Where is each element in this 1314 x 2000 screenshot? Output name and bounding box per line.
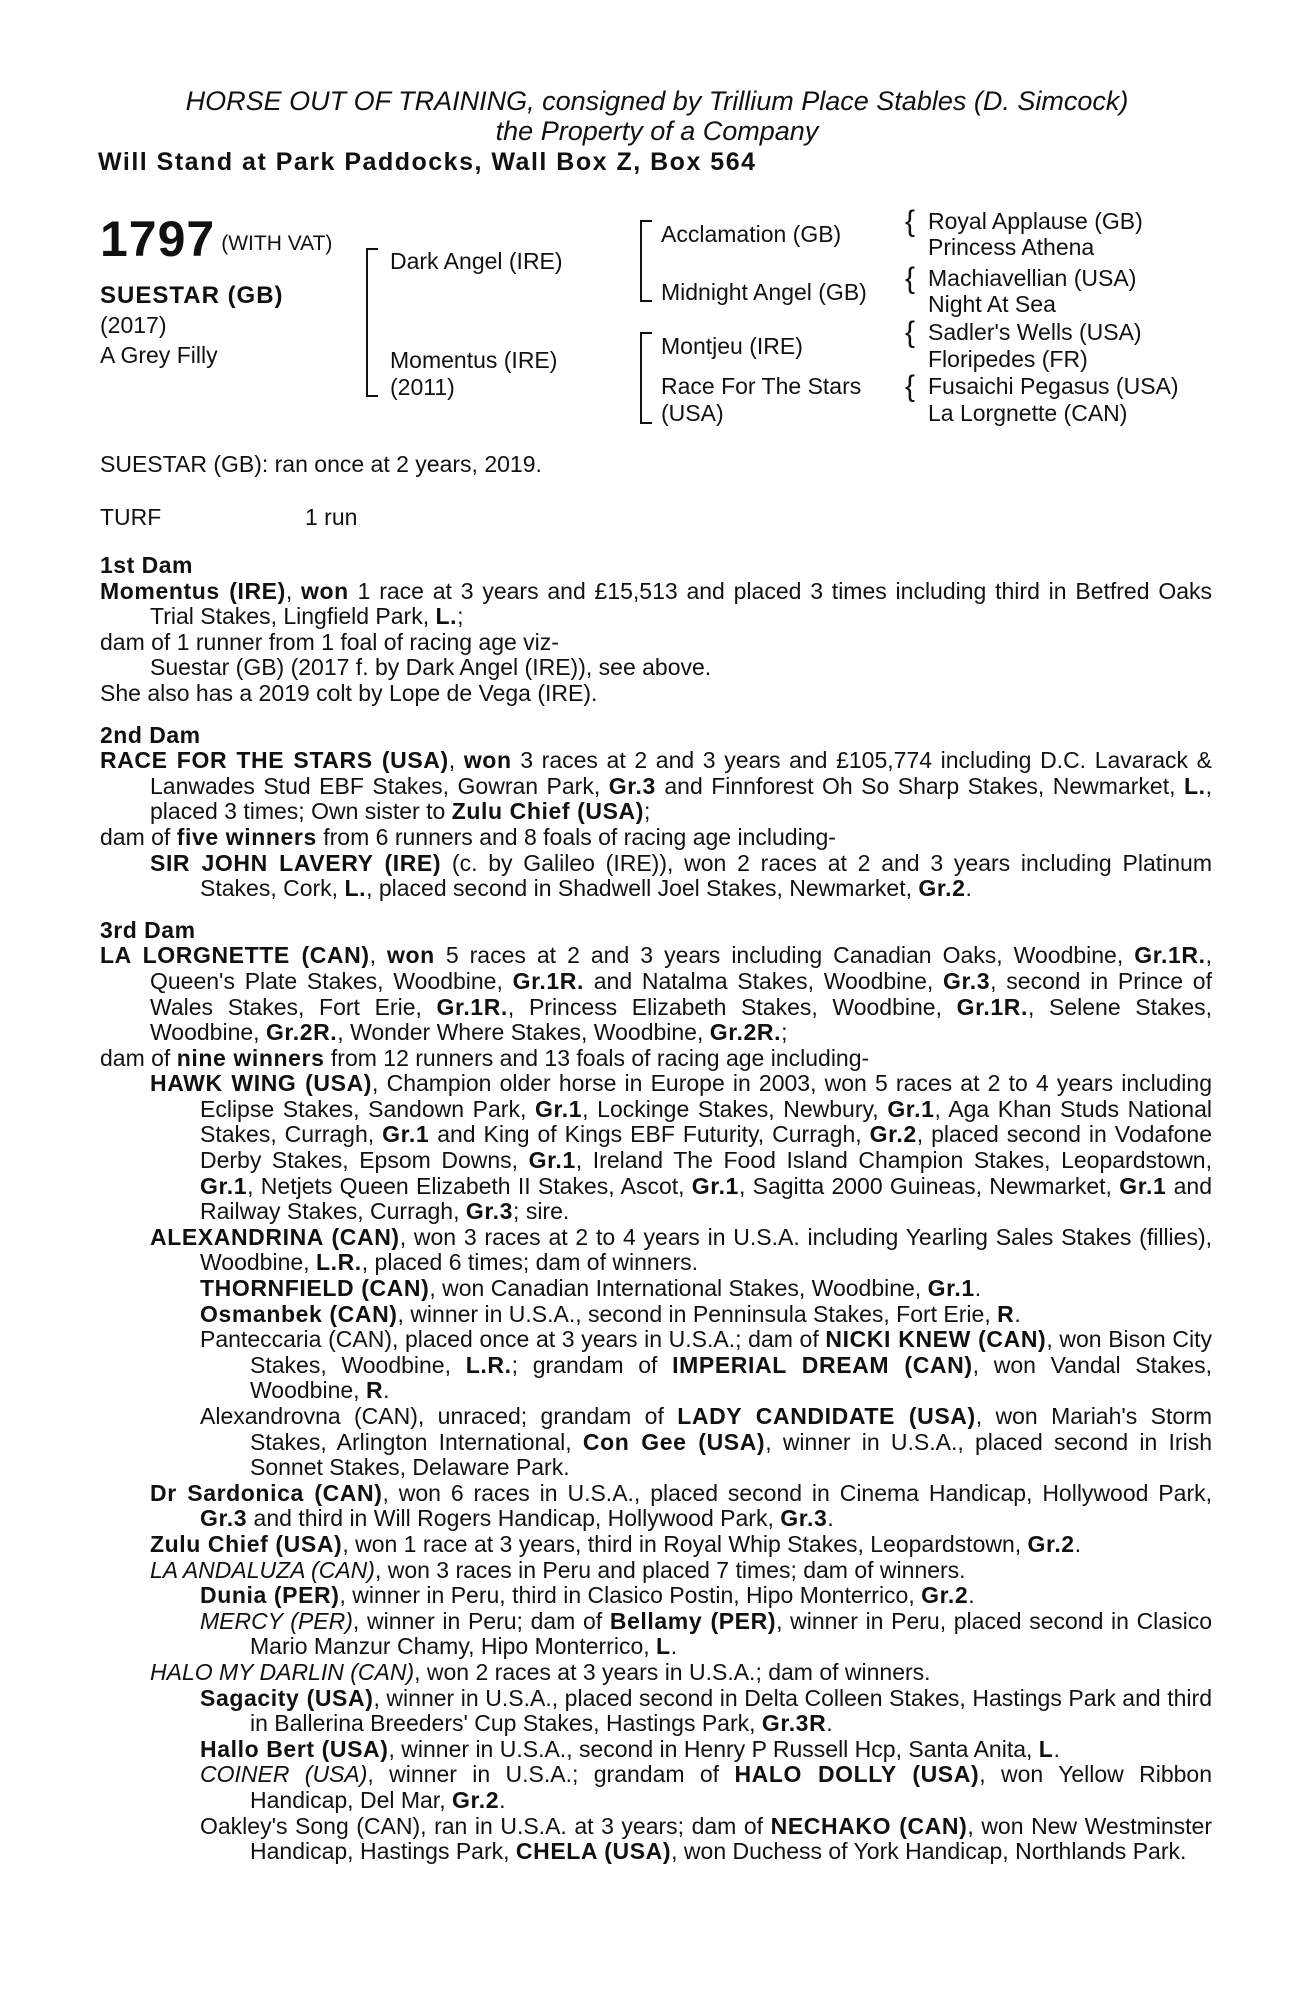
pedigree-sd-dam: Night At Sea	[928, 291, 1056, 317]
dam1-also: She also has a 2019 colt by Lope de Vega (IRE).	[100, 679, 598, 706]
pedigree-dam-year: (2011)	[390, 374, 455, 400]
pedigree-dam-dam: Race For The Stars	[661, 373, 862, 399]
dam2-record: RACE FOR THE STARS (USA), won 3 races at 2 and 3 years and £105,774 including D.C. Lavarack & Lanwades Stud EBF Stakes, Gowran Park, Gr.3 and Finnforest Oh So Sharp Stakes, Newmarket, L., placed 3 times; Own sister to Zulu Chief (USA);	[100, 747, 1213, 825]
progeny-oakleys-song: Oakley's Song (CAN), ran in U.S.A. at 3 years; dam of NECHAKO (CAN), won New Westminster Handicap, Hastings Park, CHELA (USA), won Duchess of York Handicap, Northlands Park.	[200, 1812, 1212, 1865]
lot-block	[100, 210, 360, 370]
progeny-hallo-bert: Hallo Bert (USA), winner in U.S.A., second in Henry P Russell Hcp, Santa Anita, L.	[200, 1735, 1060, 1762]
pedigree-sire: Dark Angel (IRE)	[390, 248, 563, 274]
pedigree-ds-dam: Floripedes (FR)	[928, 346, 1088, 372]
dam2-heading: 2nd Dam	[100, 721, 201, 748]
horse-description: A Grey Filly	[100, 342, 218, 368]
progeny-la-andaluza: LA ANDALUZA (CAN), won 3 races in Peru and placed 7 times; dam of winners.	[150, 1556, 966, 1583]
lot-number: 1797	[100, 211, 216, 267]
progeny-osmanbek: Osmanbek (CAN), winner in U.S.A., second in Penninsula Stakes, Fort Erie, R.	[200, 1300, 1021, 1327]
race-record: SUESTAR (GB): ran once at 2 years, 2019.	[100, 451, 542, 477]
pedigree-dam: Momentus (IRE)	[390, 347, 558, 373]
dam1-foal: Suestar (GB) (2017 f. by Dark Angel (IRE)), see above.	[150, 654, 712, 681]
brace-icon: {	[905, 262, 916, 295]
header-property: the Property of a Company	[495, 116, 819, 146]
progeny-sagacity: Sagacity (USA), winner in U.S.A., placed second in Delta Colleen Stakes, Hastings Park and third in Ballerina Breeders' Cup Stakes, Hastings Park, Gr.3R.	[200, 1684, 1212, 1737]
pedigree-sire-sire: Acclamation (GB)	[661, 221, 842, 247]
pedigree-dam-sire: Montjeu (IRE)	[661, 333, 803, 359]
progeny-panteccaria: Panteccaria (CAN), placed once at 3 years in U.S.A.; dam of NICKI KNEW (CAN), won Bison City Stakes, Woodbine, L.R.; grandam of IMPERIAL DREAM (CAN), won Vandal Stakes, Woodbine, R.	[200, 1326, 1213, 1404]
family-section	[100, 553, 1212, 1865]
brace-icon: {	[905, 316, 916, 349]
pedigree-dam-dam-country: (USA)	[661, 400, 724, 426]
brace-icon: {	[905, 205, 916, 238]
surface-label: TURF	[100, 504, 162, 530]
dam3-record: LA LORGNETTE (CAN), won 5 races at 2 and 3 years including Canadian Oaks, Woodbine, Gr.1R., Queen's Plate Stakes, Woodbine, Gr.1R. and Natalma Stakes, Woodbine, Gr.3, second in Prince of Wales Stakes, Fort Erie, Gr.1R., Princess Elizabeth Stakes, Woodbine, Gr.1R., Selene Stakes, Woodbine, Gr.2R., Wonder Where Stakes, Woodbine, Gr.2R.;	[100, 942, 1212, 1046]
pedigree-ds-sire: Sadler's Wells (USA)	[928, 319, 1142, 345]
horse-name: SUESTAR (GB)	[100, 282, 284, 309]
header-location: Will Stand at Park Paddocks, Wall Box Z, Box 564	[98, 148, 757, 176]
dam1-record: Momentus (IRE), won 1 race at 3 years and £15,513 and placed 3 times including third in Betfred Oaks Trial Stakes, Lingfield Park, L.;	[100, 577, 1212, 630]
progeny-dr-sardonica: Dr Sardonica (CAN), won 6 races in U.S.A., placed second in Cinema Handicap, Hollywood Park, Gr.3 and third in Will Rogers Handicap, Hollywood Park, Gr.3.	[150, 1479, 1212, 1532]
lot-number-line	[100, 210, 360, 268]
pedigree-sd-sire: Machiavellian (USA)	[928, 265, 1137, 291]
pedigree-sire-dam: Midnight Angel (GB)	[661, 279, 867, 305]
dam3-heading: 3rd Dam	[100, 916, 196, 943]
dam2-progeny-sir-john-lavery: SIR JOHN LAVERY (IRE) (c. by Galileo (IRE)), won 2 races at 2 and 3 years including Platinum Stakes, Cork, L., placed second in Shadwell Joel Stakes, Newmarket, Gr.2.	[150, 849, 1212, 902]
dam1-heading: 1st Dam	[100, 552, 193, 578]
dam3-produce: dam of nine winners from 12 runners and 13 foals of racing age including-	[100, 1044, 870, 1071]
horse-year: (2017)	[100, 312, 167, 338]
pedigree-brace-sire	[640, 220, 652, 302]
progeny-alexandrovna: Alexandrovna (CAN), unraced; grandam of LADY CANDIDATE (USA), won Mariah's Storm Stakes, Arlington International, Con Gee (USA), winner in U.S.A., placed second in Irish Sonnet Stakes, Delaware Park.	[200, 1403, 1212, 1481]
pedigree-brace-main	[366, 248, 378, 397]
lot-vat: (WITH VAT)	[221, 232, 333, 255]
brace-icon: {	[905, 370, 916, 403]
progeny-mercy: MERCY (PER), winner in Peru; dam of Bellamy (PER), winner in Peru, placed second in Clasico Mario Manzur Chamy, Hipo Monterrico, L.	[200, 1607, 1212, 1660]
header-consignor: HORSE OUT OF TRAINING, consigned by Trillium Place Stables (D. Simcock)	[185, 86, 1129, 116]
progeny-zulu-chief: Zulu Chief (USA), won 1 race at 3 years, third in Royal Whip Stakes, Leopardstown, Gr.2.	[150, 1530, 1082, 1557]
progeny-alexandrina: ALEXANDRINA (CAN), won 3 races at 2 to 4 years in U.S.A. including Yearling Sales Stakes (fillies), Woodbine, L.R., placed 6 times; dam of winners.	[150, 1223, 1213, 1276]
progeny-coiner: COINER (USA), winner in U.S.A.; grandam of HALO DOLLY (USA), won Yellow Ribbon Handicap, Del Mar, Gr.2.	[200, 1761, 1212, 1813]
progeny-dunia: Dunia (PER), winner in Peru, third in Clasico Postin, Hipo Monterrico, Gr.2.	[200, 1582, 975, 1609]
pedigree-ss-sire: Royal Applause (GB)	[928, 208, 1143, 234]
pedigree-dd-dam: La Lorgnette (CAN)	[928, 400, 1128, 426]
progeny-thornfield: THORNFIELD (CAN), won Canadian International Stakes, Woodbine, Gr.1.	[200, 1275, 982, 1302]
pedigree-brace-dam	[640, 332, 652, 424]
dam2-produce: dam of five winners from 6 runners and 8 foals of racing age including-	[100, 823, 836, 850]
progeny-hawk-wing: HAWK WING (USA), Champion older horse in Europe in 2003, won 5 races at 2 to 4 years including Eclipse Stakes, Sandown Park, Gr.1, Lockinge Stakes, Newbury, Gr.1, Aga Khan Studs National Stakes, Curragh, Gr.1 and King of Kings EBF Futurity, Curragh, Gr.2, placed second in Vodafone Derby Stakes, Epsom Downs, Gr.1, Ireland The Food Island Champion Stakes, Leopardstown, Gr.1, Netjets Queen Elizabeth II Stakes, Ascot, Gr.1, Sagitta 2000 Guineas, Newmarket, Gr.1 and Railway Stakes, Curragh, Gr.3; sire.	[150, 1070, 1213, 1225]
pedigree-ss-dam: Princess Athena	[928, 234, 1095, 260]
pedigree-dd-sire: Fusaichi Pegasus (USA)	[928, 373, 1179, 399]
runs-count: 1 run	[305, 504, 358, 530]
progeny-halo-my-darlin: HALO MY DARLIN (CAN), won 2 races at 3 years in U.S.A.; dam of winners.	[150, 1658, 931, 1685]
dam1-produce: dam of 1 runner from 1 foal of racing age viz-	[100, 628, 559, 655]
